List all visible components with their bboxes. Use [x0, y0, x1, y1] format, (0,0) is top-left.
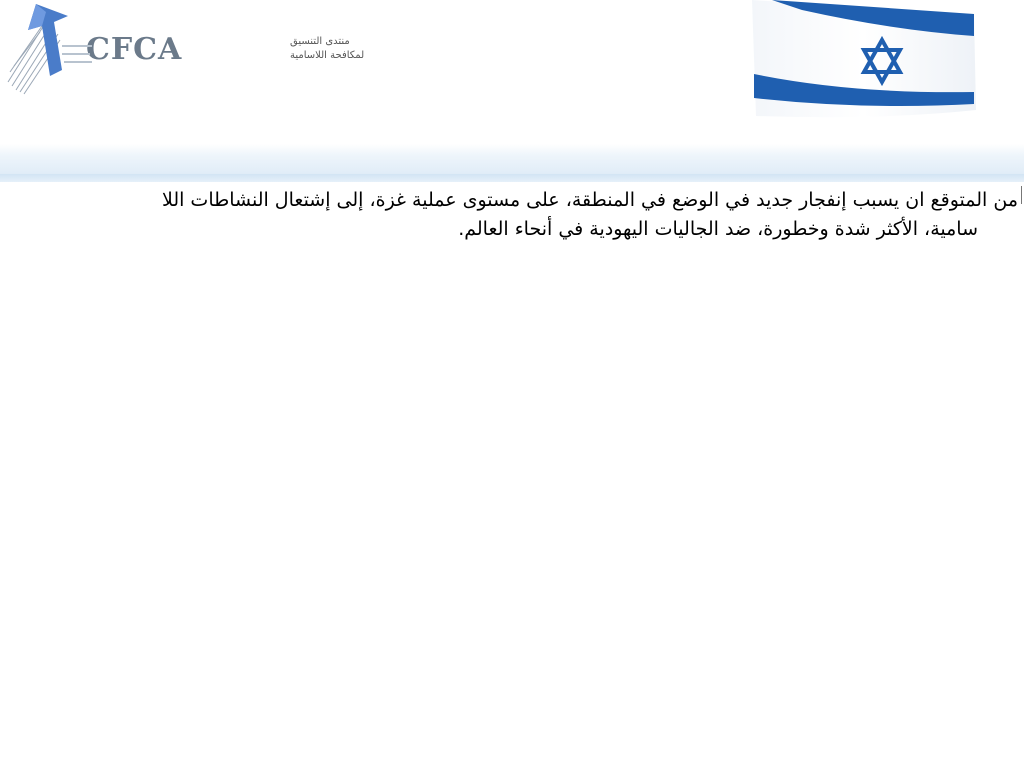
- logo-arabic-line1: منتدى التنسيق: [290, 36, 350, 47]
- header-band-line: [0, 174, 1024, 182]
- paragraph-line-2: سامية، الأكثر شدة وخطورة، ضد الجاليات اليهودية في أنحاء العالم.: [458, 218, 978, 240]
- text-cursor-marker: [1021, 186, 1022, 204]
- logo-arabic-line2: لمكافحة اللاسامية: [290, 50, 365, 61]
- cfca-logo: [6, 2, 365, 98]
- body-paragraph: [40, 186, 1018, 244]
- logo-text: CFCA: [86, 32, 183, 67]
- paragraph-line-1: من المتوقع ان يسبب إنفجار جديد في الوضع في المنطقة، على مستوى عملية غزة، إلى إشتعال النشاطات اللا: [161, 189, 1018, 211]
- israel-flag-image: [742, 0, 982, 124]
